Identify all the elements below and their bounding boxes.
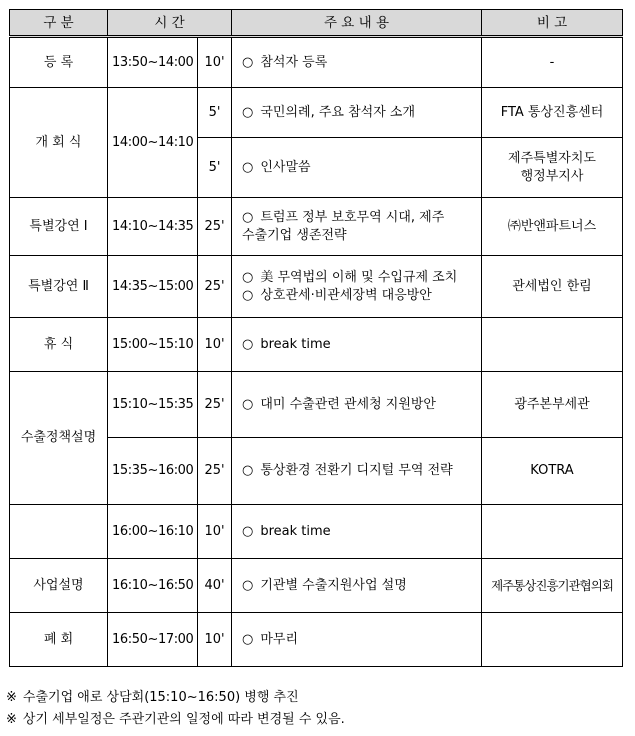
minutes-cell: 10' bbox=[198, 318, 232, 372]
time-cell: 16:50~17:00 bbox=[108, 613, 198, 667]
time-cell: 16:00~16:10 bbox=[108, 505, 198, 559]
table-row bbox=[10, 198, 623, 256]
content-text: 美 무역법의 이해 및 수입규제 조치 bbox=[260, 269, 458, 285]
content-text: 국민의례, 주요 참석자 소개 bbox=[260, 104, 416, 120]
note-cell bbox=[482, 318, 623, 372]
content-line bbox=[242, 54, 477, 72]
table-row bbox=[10, 88, 623, 138]
header-category: 구 분 bbox=[10, 10, 108, 37]
content-cell bbox=[232, 505, 482, 559]
minutes-cell: 25' bbox=[198, 438, 232, 505]
content-cell bbox=[232, 559, 482, 613]
bullet-marker: ○ bbox=[242, 159, 254, 175]
content-line bbox=[242, 104, 477, 122]
note-cell bbox=[482, 613, 623, 667]
category-cell: 폐 회 bbox=[10, 613, 108, 667]
content-line bbox=[242, 269, 477, 287]
footnote-text: 수출기업 애로 상담회(15:10~16:50) 병행 추진 bbox=[22, 690, 299, 705]
bullet-marker: ○ bbox=[242, 269, 254, 285]
category-cell bbox=[10, 505, 108, 559]
content-text: 마무리 bbox=[260, 631, 299, 647]
footnote-symbol: ※ bbox=[6, 690, 17, 705]
note-cell: 광주본부세관 bbox=[482, 372, 623, 438]
footnotes bbox=[6, 687, 345, 731]
content-cell bbox=[232, 256, 482, 318]
table-row bbox=[10, 372, 623, 438]
table-row bbox=[10, 505, 623, 559]
header-row bbox=[10, 10, 623, 37]
header-content: 주 요 내 용 bbox=[232, 10, 482, 37]
table-row bbox=[10, 256, 623, 318]
note-cell: 제주특별자치도 행정부지사 bbox=[482, 138, 623, 198]
time-cell: 15:10~15:35 bbox=[108, 372, 198, 438]
footnote bbox=[6, 709, 345, 731]
content-line bbox=[242, 462, 477, 480]
time-cell: 15:35~16:00 bbox=[108, 438, 198, 505]
content-line bbox=[242, 396, 477, 414]
content-cell bbox=[232, 138, 482, 198]
content-text: 트럼프 정부 보호무역 시대, 제주 수출기업 생존전략 bbox=[242, 209, 445, 243]
bullet-marker: ○ bbox=[242, 523, 254, 539]
category-cell: 개 회 식 bbox=[10, 88, 108, 198]
header-note: 비 고 bbox=[482, 10, 623, 37]
content-cell bbox=[232, 88, 482, 138]
category-cell: 특별강연 Ⅱ bbox=[10, 256, 108, 318]
footnote bbox=[6, 687, 345, 709]
note-cell: 관세법인 한림 bbox=[482, 256, 623, 318]
content-text: 상호관세·비관세장벽 대응방안 bbox=[260, 287, 432, 303]
note-cell: ㈜반앤파트너스 bbox=[482, 198, 623, 256]
table-row bbox=[10, 318, 623, 372]
schedule-table bbox=[9, 9, 623, 667]
table-row bbox=[10, 559, 623, 613]
minutes-cell: 10' bbox=[198, 613, 232, 667]
content-line bbox=[242, 287, 477, 305]
bullet-marker: ○ bbox=[242, 104, 254, 120]
note-cell: FTA 통상진흥센터 bbox=[482, 88, 623, 138]
category-cell: 사업설명 bbox=[10, 559, 108, 613]
content-cell bbox=[232, 613, 482, 667]
content-text: break time bbox=[260, 336, 331, 352]
table-row bbox=[10, 37, 623, 88]
minutes-cell: 25' bbox=[198, 198, 232, 256]
table-row bbox=[10, 613, 623, 667]
bullet-marker: ○ bbox=[242, 287, 254, 303]
content-line bbox=[242, 577, 477, 595]
header-time: 시 간 bbox=[108, 10, 232, 37]
content-text: 대미 수출관련 관세청 지원방안 bbox=[260, 396, 436, 412]
footnote-symbol: ※ bbox=[6, 712, 17, 727]
time-cell: 13:50~14:00 bbox=[108, 37, 198, 88]
content-text: 통상환경 전환기 디지털 무역 전략 bbox=[260, 463, 453, 478]
bullet-marker: ○ bbox=[242, 54, 254, 70]
content-text: 기관별 수출지원사업 설명 bbox=[260, 577, 407, 593]
category-cell: 특별강연 Ⅰ bbox=[10, 198, 108, 256]
time-cell: 16:10~16:50 bbox=[108, 559, 198, 613]
category-cell: 등 록 bbox=[10, 37, 108, 88]
content-cell bbox=[232, 438, 482, 505]
content-text: 인사말씀 bbox=[260, 159, 311, 175]
content-line bbox=[242, 159, 477, 177]
content-text: 참석자 등록 bbox=[260, 54, 328, 70]
note-cell: - bbox=[482, 37, 623, 88]
bullet-marker: ○ bbox=[242, 209, 254, 225]
bullet-marker: ○ bbox=[242, 631, 254, 647]
footnote-text: 상기 세부일정은 주관기관의 일정에 따라 변경될 수 있음. bbox=[22, 712, 345, 727]
time-cell: 14:00~14:10 bbox=[108, 88, 198, 198]
minutes-cell: 10' bbox=[198, 37, 232, 88]
note-cell bbox=[482, 505, 623, 559]
time-cell: 15:00~15:10 bbox=[108, 318, 198, 372]
time-cell: 14:10~14:35 bbox=[108, 198, 198, 256]
content-line bbox=[242, 631, 477, 649]
content-line bbox=[242, 523, 477, 541]
bullet-marker: ○ bbox=[242, 463, 254, 478]
category-cell: 휴 식 bbox=[10, 318, 108, 372]
bullet-marker: ○ bbox=[242, 336, 254, 352]
minutes-cell: 40' bbox=[198, 559, 232, 613]
content-line bbox=[242, 209, 477, 245]
note-cell: KOTRA bbox=[482, 438, 623, 505]
content-line bbox=[242, 336, 477, 354]
minutes-cell: 10' bbox=[198, 505, 232, 559]
content-cell bbox=[232, 318, 482, 372]
content-cell bbox=[232, 198, 482, 256]
time-cell: 14:35~15:00 bbox=[108, 256, 198, 318]
bullet-marker: ○ bbox=[242, 396, 254, 412]
bullet-marker: ○ bbox=[242, 577, 254, 593]
minutes-cell: 5' bbox=[198, 138, 232, 198]
category-cell: 수출정책설명 bbox=[10, 372, 108, 505]
minutes-cell: 25' bbox=[198, 372, 232, 438]
note-cell: 제주통상진흥기관협의회 bbox=[482, 559, 623, 613]
minutes-cell: 5' bbox=[198, 88, 232, 138]
content-cell bbox=[232, 372, 482, 438]
content-cell bbox=[232, 37, 482, 88]
minutes-cell: 25' bbox=[198, 256, 232, 318]
content-text: break time bbox=[260, 523, 331, 539]
